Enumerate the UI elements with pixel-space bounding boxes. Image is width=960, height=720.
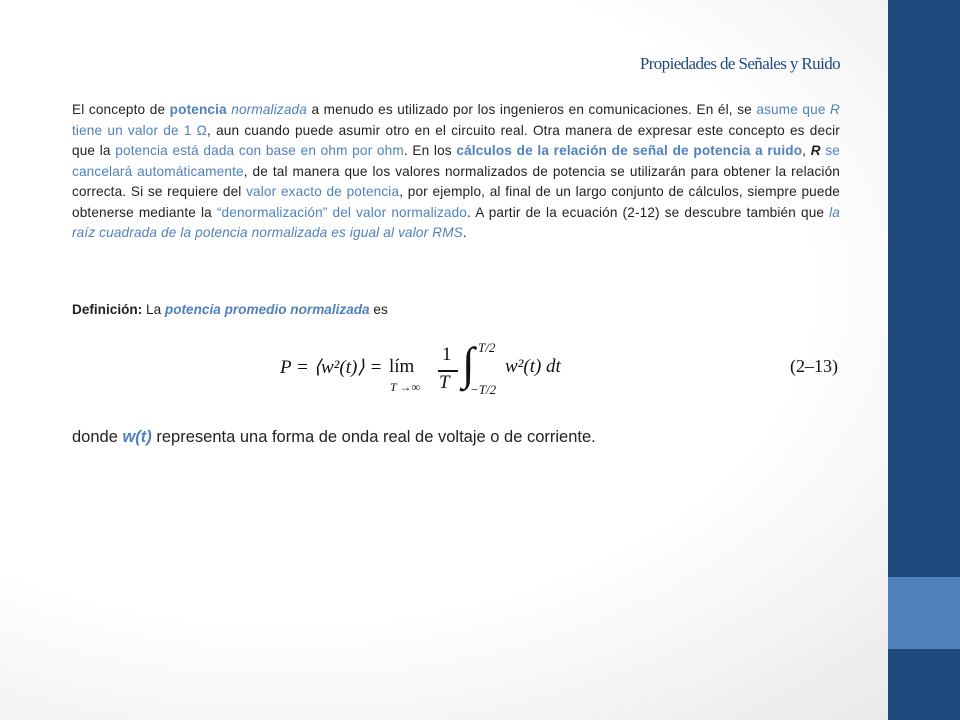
definition-label: Definición: <box>72 302 143 317</box>
highlight-run: cálculos de la relación de señal de potencia a ruido <box>456 143 803 158</box>
slide-title: Propiedades de Señales y Ruido <box>639 54 840 73</box>
equation-limit-subscript: T →∞ <box>390 380 421 394</box>
integral-lower-limit: −T/2 <box>470 382 497 397</box>
highlight-run: normalizada <box>231 102 307 117</box>
highlight-run: se cancelará automáticamente <box>72 143 840 179</box>
highlight-run: potencia está dada con base en ohm por ohm <box>115 143 404 158</box>
text-run: . <box>462 225 467 240</box>
highlight-run: R <box>830 102 841 117</box>
definition-line <box>72 302 388 317</box>
equation-lhs: P = ⟨w²(t)⟩ = <box>280 357 383 378</box>
sidebar-dark-bottom <box>888 649 960 720</box>
text-run: , por ejemplo, al final de un largo conjunto de cálculos, siempre puede obtenerse mediante la <box>72 184 840 220</box>
fraction-denominator: T <box>439 372 450 393</box>
text-run: R <box>810 143 821 158</box>
text-run: , <box>802 143 811 158</box>
integrand: w²(t) dt <box>505 356 561 377</box>
equation-number: (2–13) <box>790 356 838 376</box>
body-paragraph <box>72 100 840 244</box>
text-run: , aun cuando puede asumir otro en el circuito real. Otra manera de expresar este concepto es decir que la <box>72 122 840 158</box>
highlight-run: valor exacto de potencia <box>246 184 400 199</box>
highlight-run: w(t) <box>122 428 152 446</box>
highlight-run: “denormalización” del valor normalizado <box>216 204 468 220</box>
equation-limit: lím <box>389 356 415 377</box>
text-run: . En los <box>403 143 457 158</box>
highlight-run: asume que <box>756 102 831 117</box>
integral-upper-limit: T/2 <box>478 340 496 355</box>
highlight-run: la raíz cuadrada de la potencia normalizada es igual al valor RMS <box>72 204 841 240</box>
sidebar-accent-block <box>888 577 960 649</box>
highlight-run: potencia promedio normalizada <box>164 302 370 317</box>
text-run: a menudo es utilizado por los ingenieros en comunicaciones. En él, se <box>306 102 757 117</box>
highlight-run: tiene un valor de 1 Ω <box>72 122 207 138</box>
integral-sign: ∫ <box>462 338 475 389</box>
fraction-numerator: 1 <box>442 344 452 365</box>
sidebar-dark-top <box>888 0 960 577</box>
text-run: representa una forma de onda real de voltaje o de corriente. <box>151 428 596 446</box>
equation-2-13 <box>0 338 960 400</box>
conclusion-line <box>72 428 596 447</box>
text-run: . A partir de la ecuación (2-12) se descubre también que <box>467 204 830 220</box>
highlight-run: potencia <box>169 102 232 117</box>
text-run: es <box>369 302 388 317</box>
text-run: El concepto de <box>72 102 170 117</box>
text-run: donde <box>72 428 123 446</box>
text-run: , de tal manera que los valores normalizados de potencia se utilizarán para obtener la relación correcta. Si se requiere del <box>72 163 840 199</box>
text-run: La <box>142 302 165 317</box>
